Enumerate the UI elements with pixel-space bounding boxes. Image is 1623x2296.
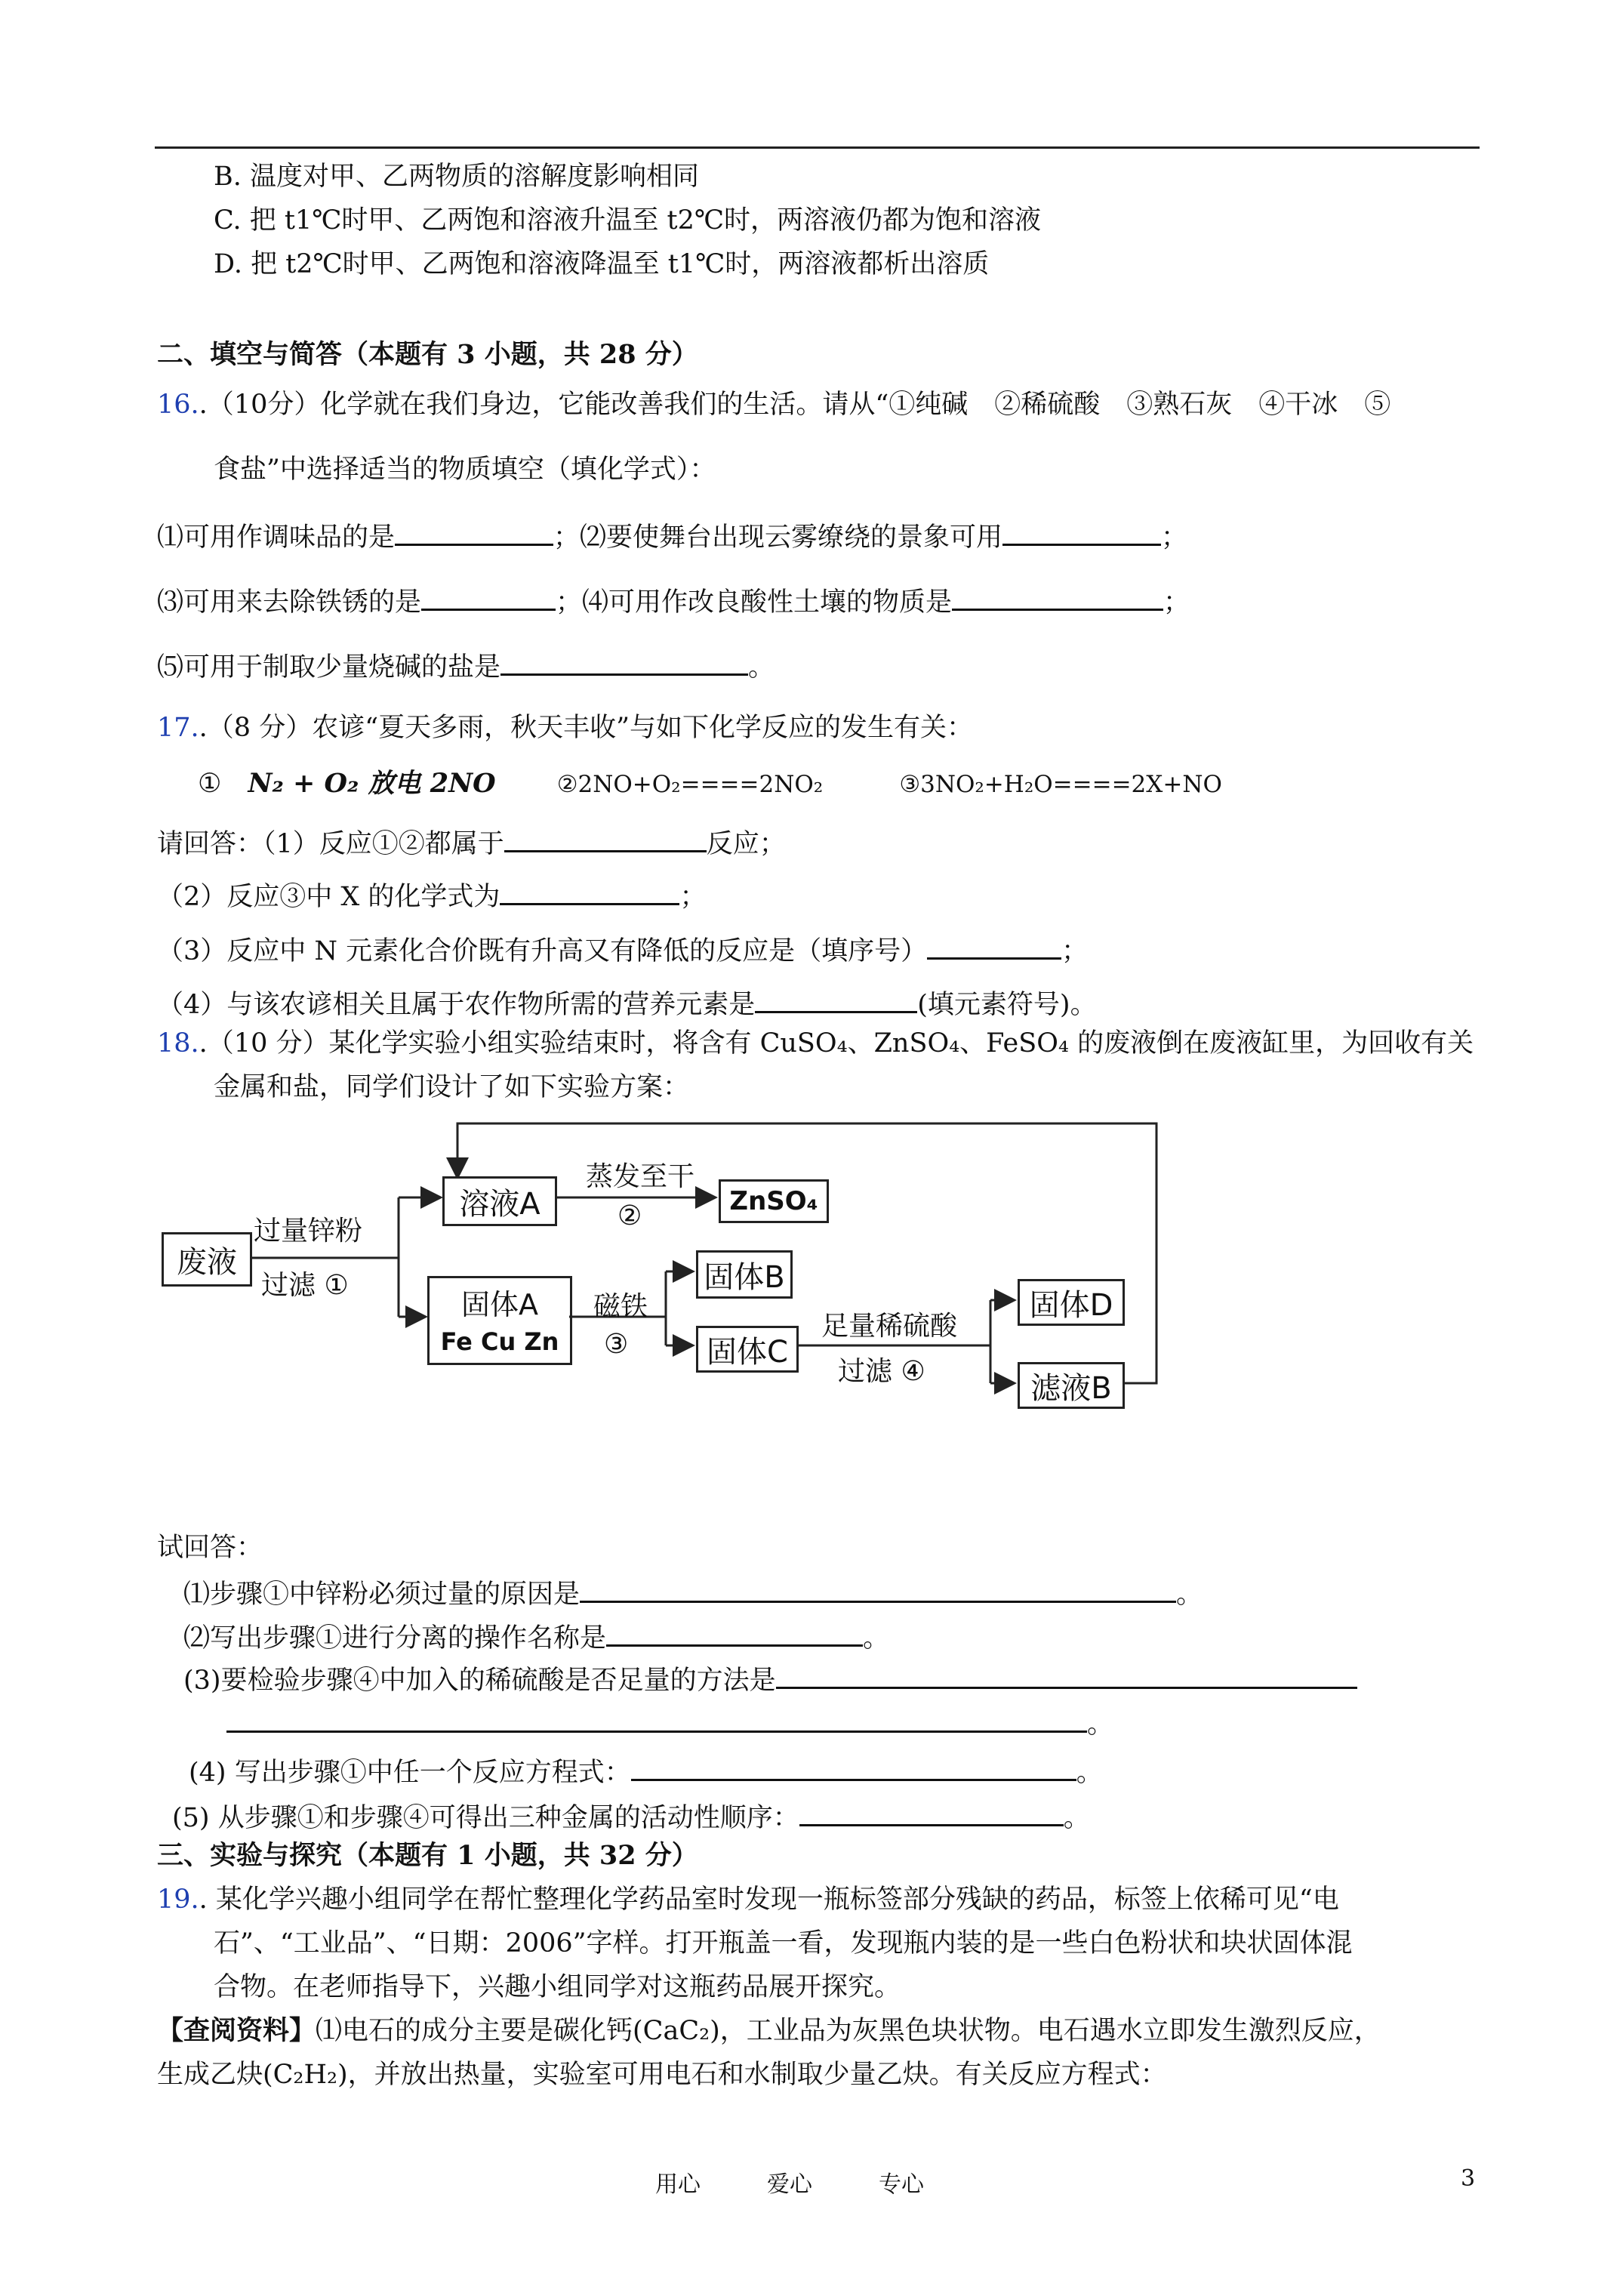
option-b: B. 温度对甲、乙两物质的溶解度影响相同 [214, 162, 699, 192]
q19-line1: 19.. 某化学兴趣小组同学在帮忙整理化学药品室时发现一瓶标签部分残缺的药品，标签上依稀可见“电 [157, 1885, 1339, 1915]
step-2-label: ② [617, 1200, 642, 1231]
q17-answer-2: （2）反应③中 X 的化学式为 ； [157, 876, 706, 914]
solid-b-box: 固体B [696, 1250, 793, 1299]
q18-step-3: (3)要检验步骤④中加入的稀硫酸是否足量的方法是 [183, 1660, 1357, 1697]
solid-a-metals: Fe Cu Zn [440, 1327, 559, 1356]
q19-reference-2: 生成乙炔(C₂H₂)，并放出热量，实验室可用电石和水制取少量乙炔。有关反应方程式： [157, 2060, 1167, 2090]
q19-line3: 合物。在老师指导下，兴趣小组同学对这瓶药品展开探究。 [214, 1972, 901, 2002]
answer-blank[interactable] [952, 581, 1163, 611]
q16-part3: ⑸可用于制取少量烧碱的盐是 。 [157, 646, 775, 684]
footer-text-3: 专心 [879, 2171, 924, 2198]
section-2-title: 二、填空与简答（本题有 3 小题，共 28 分） [157, 339, 698, 370]
page-number: 3 [1461, 2165, 1476, 2192]
excess-acid-label: 足量稀硫酸 [821, 1311, 958, 1342]
solid-d-box: 固体D [1018, 1279, 1125, 1326]
q17-answer-3: （3）反应中 N 元素化合价既有升高又有降低的反应是（填序号） ； [157, 930, 1088, 968]
q16-line2: 食盐”中选择适当的物质填空（填化学式）： [214, 455, 716, 485]
answer-blank[interactable] [799, 1797, 1064, 1826]
solid-a-label: 固体A [461, 1288, 538, 1321]
q18-line2: 金属和盐，同学们设计了如下实验方案： [214, 1072, 690, 1102]
answer-blank[interactable] [226, 1703, 1087, 1733]
q19-number: 19. [157, 1885, 199, 1915]
q18-step-1: ⑴步骤①中锌粉必须过量的原因是 。 [183, 1573, 1203, 1611]
evaporate-label: 蒸发至干 [586, 1161, 695, 1192]
q18-line1: 18..（10 分）某化学实验小组实验结束时，将含有 CuSO₄、ZnSO₄、FeSO₄ 的废液倒在废液缸里，为回收有关 [157, 1028, 1474, 1059]
filter-1-label: 过滤 ① [261, 1270, 349, 1301]
q17-number: 17. [157, 713, 199, 743]
filter-4-label: 过滤 ④ [838, 1356, 925, 1387]
answer-blank[interactable] [1002, 516, 1161, 546]
option-d: D. 把 t2℃时甲、乙两饱和溶液降温至 t1℃时，两溶液都析出溶质 [214, 249, 990, 279]
q16-part1: ⑴可用作调味品的是 ；⑵要使舞台出现云雾缭绕的景象可用 ； [157, 516, 1187, 554]
excess-zinc-label: 过量锌粉 [254, 1216, 363, 1247]
q19-reference-1: 【查阅资料】⑴电石的成分主要是碳化钙(CaC₂)，工业品为灰黑色块状物。电石遇水立即发生激烈反应， [157, 2015, 1381, 2046]
answer-blank[interactable] [927, 930, 1061, 960]
q16-number: 16. [157, 390, 199, 420]
q18-step-2: ⑵写出步骤①进行分离的操作名称是 。 [183, 1617, 889, 1655]
section-3-title: 三、实验与探究（本题有 1 小题，共 32 分） [157, 1840, 698, 1871]
reaction-3: ③3NO₂+H₂O====2X+NO [899, 771, 1222, 798]
q18-step-4: (4) 写出步骤①中任一个反应方程式： 。 [189, 1752, 1103, 1789]
header-rule [155, 146, 1480, 149]
q18-step-3-cont: 。 [226, 1703, 1113, 1741]
flow-diagram [156, 1116, 1220, 1418]
q18-number: 18. [157, 1028, 199, 1059]
reaction-2: ②2NO+O₂====2NO₂ [556, 771, 824, 798]
answer-blank[interactable] [755, 984, 917, 1013]
answer-blank[interactable] [776, 1660, 1357, 1689]
answer-blank[interactable] [421, 581, 556, 611]
reference-label: 【查阅资料】 [157, 2015, 316, 2046]
solid-a-box [427, 1276, 572, 1365]
q19-line2: 石”、“工业品”、“日期：2006”字样。打开瓶盖一看，发现瓶内装的是一些白色粉状和块状固体混 [214, 1928, 1353, 1959]
q18-answer-intro: 试回答： [157, 1533, 263, 1563]
step-3-label: ③ [604, 1329, 629, 1360]
q17-reactions: ① N₂ + O₂ 放电 2NO ②2NO+O₂====2NO₂ ③3NO₂+H₂O====2X+NO [198, 768, 1222, 799]
q16-part2: ⑶可用来去除铁锈的是 ；⑷可用作改良酸性土壤的物质是 ； [157, 581, 1190, 619]
solid-c-box: 固体C [696, 1326, 799, 1373]
answer-blank[interactable] [395, 516, 553, 546]
answer-blank[interactable] [580, 1573, 1176, 1603]
footer-text-2: 爱心 [767, 2171, 812, 2198]
answer-blank[interactable] [500, 646, 748, 676]
znso4-box: ZnSO₄ [719, 1179, 829, 1223]
q16-line1: 16..（10分）化学就在我们身边，它能改善我们的生活。请从“①纯碱 ②稀硫酸 ③熟石灰 ④干冰 ⑤ [157, 390, 1391, 420]
q18-step-5: (5) 从步骤①和步骤④可得出三种金属的活动性顺序： 。 [172, 1797, 1090, 1835]
option-c: C. 把 t1℃时甲、乙两饱和溶液升温至 t2℃时，两溶液仍都为饱和溶液 [214, 205, 1042, 236]
filtrate-b-box: 滤液B [1018, 1362, 1125, 1409]
q17-intro: 17..（8 分）农谚“夏天多雨，秋天丰收”与如下化学反应的发生有关： [157, 713, 973, 743]
answer-blank[interactable] [504, 823, 707, 852]
answer-blank[interactable] [500, 876, 679, 905]
reaction-1: N₂ + O₂ 放电 2NO [248, 768, 496, 799]
solution-a-box: 溶液A [442, 1176, 557, 1226]
q17-answer-4: （4）与该农谚相关且属于农作物所需的营养元素是 (填元素符号)。 [157, 984, 1097, 1022]
magnet-label: 磁铁 [593, 1291, 648, 1322]
footer-text-1: 用心 [655, 2171, 701, 2198]
answer-blank[interactable] [631, 1752, 1076, 1781]
waste-box: 废液 [162, 1232, 252, 1287]
answer-blank[interactable] [606, 1617, 863, 1647]
q17-answer-1: 请回答：（1）反应①②都属于 反应； [157, 823, 786, 861]
